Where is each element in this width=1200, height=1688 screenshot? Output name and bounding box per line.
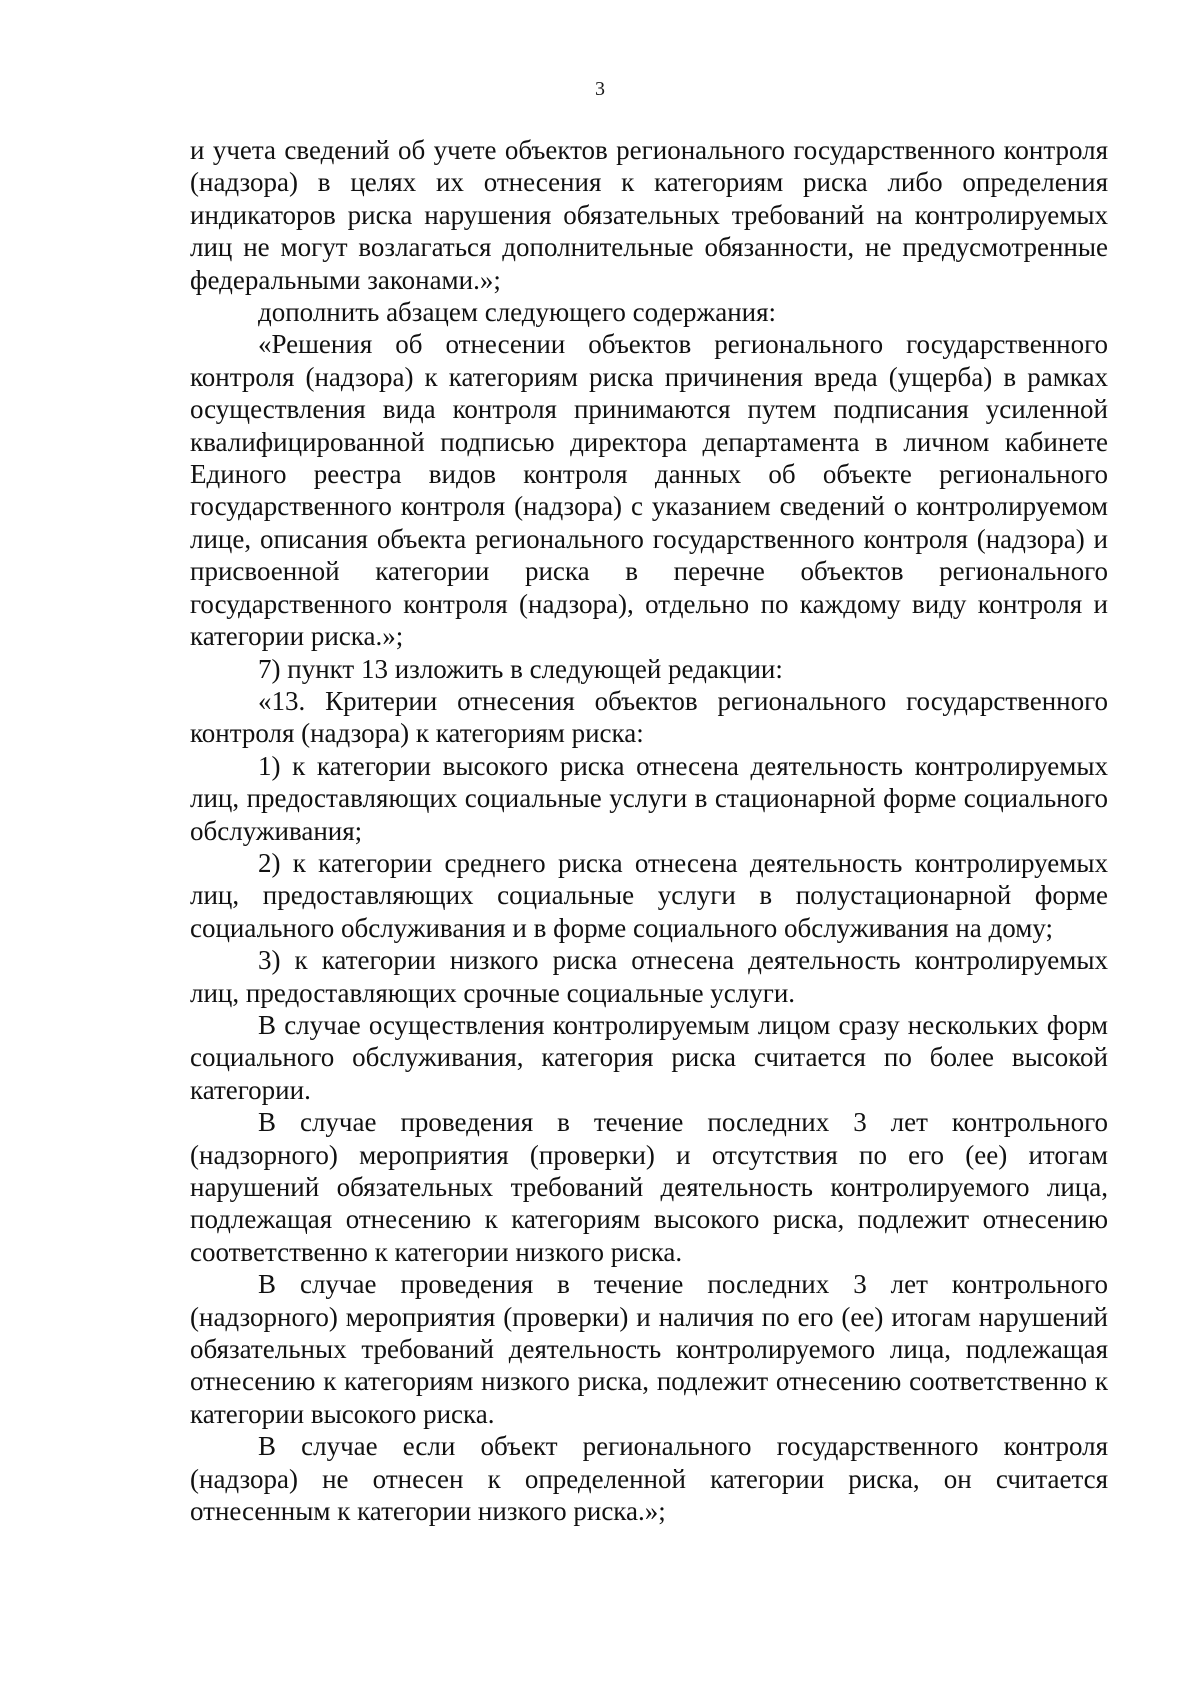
- page-number: 3: [595, 78, 605, 100]
- paragraph-high-risk: 1) к категории высокого риска отнесена деятельность контролируемых лиц, предоставляющих социальные услуги в стационарной форме социального обслуживания;: [190, 750, 1108, 846]
- paragraph-low-risk: 3) к категории низкого риска отнесена деятельность контролируемых лиц, предоставляющих срочные социальные услуги.: [190, 945, 1108, 1008]
- paragraph-with-violations: В случае проведения в течение последних 3 лет контрольного (надзорного) мероприятия (проверки) и наличия по его (ее) итогам нарушений обязательных требований деятельность контролируемого лица, подлежащая отнесению к категориям низкого риска, подлежит отнесению соответственно к категории высокого риска.: [190, 1269, 1108, 1429]
- paragraph-clause-13: «13. Критерии отнесения объектов регионального государственного контроля (надзора) к категориям риска:: [190, 685, 1108, 749]
- paragraph-continuation: и учета сведений об учете объектов регионального государственного контроля (надзора) в целях их отнесения к категориям риска либо определения индикаторов риска нарушения обязательных требований на контролируемых лиц не могут возлагаться дополнительные обязанности, не предусмотренные федеральными законами.»;: [190, 135, 1108, 295]
- paragraph-risk-decisions: «Решения об отнесении объектов регионального государственного контроля (надзора) к категориям риска причинения вреда (ущерба) в рамках осуществления вида контроля принимаются путем подписания усиленной квалифицированной подписью директора департамента в личном кабинете Единого реестра видов контроля данных об объекте регионального государственного контроля (надзора) с указанием сведений о контролируемом лице, описания объекта регионального государственного контроля (надзора) и присвоенной категории риска в перечне объектов регионального государственного контроля (надзора), отдельно по каждому виду контроля и категории риска.»;: [190, 329, 1108, 652]
- document-body: [190, 134, 1108, 1527]
- paragraph-default-category: В случае если объект регионального государственного контроля (надзора) не отнесен к определенной категории риска, он считается отнесенным к категории низкого риска.»;: [190, 1431, 1108, 1527]
- paragraph-item-7: 7) пункт 13 изложить в следующей редакции:: [258, 653, 783, 684]
- paragraph-instruction-add: дополнить абзацем следующего содержания:: [258, 297, 777, 328]
- paragraph-medium-risk: 2) к категории среднего риска отнесена деятельность контролируемых лиц, предоставляющих социальные услуги в полустационарной форме социального обслуживания и в форме социального обслуживания на дому;: [190, 847, 1108, 943]
- paragraph-multiple-forms: В случае осуществления контролируемым лицом сразу нескольких форм социального обслуживания, категория риска считается по более высокой категории.: [190, 1009, 1108, 1105]
- paragraph-no-violations: В случае проведения в течение последних 3 лет контрольного (надзорного) мероприятия (проверки) и отсутствия по его (ее) итогам нарушений обязательных требований деятельность контролируемого лица, подлежащая отнесению к категориям высокого риска, подлежит отнесению соответственно к категории низкого риска.: [190, 1107, 1108, 1267]
